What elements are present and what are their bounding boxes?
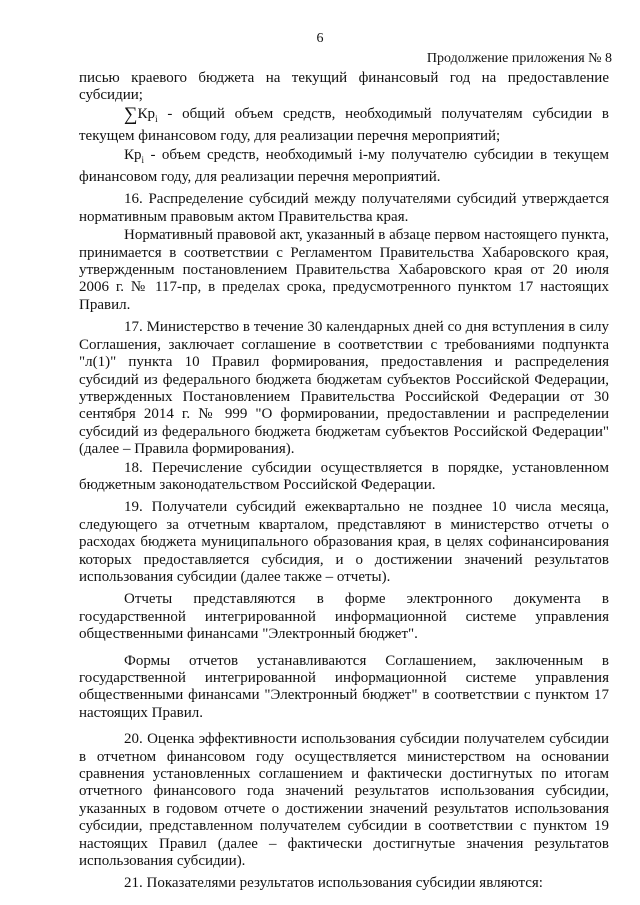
paragraph-17-agreement: 17. Министерство в течение 30 календарных дней со дня вступления в силу Соглашения, заключает соглашение в соответствии с требованиями подпункта "л(1)" пункта 10 Правил формирования, предоставления и распределения субсидий из федерального бюджета бюджетам субъектов Российской Федерации, утвержденных Постановлением Правительства Российской Федерации от 30 сентября 2014 г. № 999 "О формировании, предоставлении и распределении субсидий из федерального бюджета бюджетам субъектов Российской Федерации" (далее – Правила формирования). [79,319,609,458]
paragraph-16-normative-act: Нормативный правовой акт, указанный в абзаце первом настоящего пункта, принимается в соответствии с Регламентом Правительства Хабаровского края, утвержденным постановлением Правительства Хабаровского края от 20 июля 2006 г. № 117-пр, в пределах срока, предусмотренного пунктом 17 настоящих Правил. [79,227,609,313]
paragraph-18-transfer: 18. Перечисление субсидии осуществляется в порядке, установленном бюджетным законодательством Российской Федерации. [79,459,609,493]
page-number: 6 [316,31,324,46]
paragraph-16-distribution: 16. Распределение субсидий между получателями субсидий утверждается нормативным правовым актом Правительства края. [79,191,609,225]
kr-index: i [155,113,158,124]
paragraph-21-indicators: 21. Показателями результатов использования субсидии являются: [124,875,543,892]
kr-i-variable: Кр [124,146,142,163]
sum-symbol: ∑ [124,103,138,125]
sum-kr-definition-text: - общий объем средств, необходимый получателям субсидии в текущем финансовом году, для реализации перечня мероприятий; [79,105,609,145]
document-body [79,70,609,898]
kr-variable: Кр [137,105,156,122]
appendix-continuation-note: Продолжение приложения № 8 [426,51,612,66]
paragraph-19-report-forms: Формы отчетов устанавливаются Соглашением, заключенным в государственной интегрированной информационной системе управления общественными финансами "Электронный бюджет" в соответствии с пунктом 17 настоящих Правил. [79,652,609,721]
paragraph-19-reports: 19. Получатели субсидий ежеквартально не позднее 10 числа месяца, следующего за отчетным кварталом, представляют в министерство отчеты о расходах бюджета муниципального образования края, в целях софинансирования которых предоставляется субсидия, и о достижении значений результатов использования субсидии (далее также – отчеты). [79,499,609,585]
kr-i-definition-text: - объем средств, необходимый i-му получателю субсидии в текущем финансовом году, для реализации перечня мероприятий. [79,146,609,186]
paragraph-budget-continuation: писью краевого бюджета на текущий финансовый год на предоставление субсидии; [79,70,609,104]
paragraph-19-electronic-form: Отчеты представляются в форме электронного документа в государственной интегрированной информационной системе управления общественными финансами "Электронный бюджет". [79,591,609,643]
kr-i-index: i [141,154,145,165]
paragraph-sum-kr-definition [79,103,609,146]
paragraph-20-efficiency: 20. Оценка эффективности использования субсидии получателем субсидии в отчетном финансовом году осуществляется министерством на основании сравнения установленных соглашением и фактически достигнутых по итогам отчетного финансового года значений результатов использования субсидии, указанных в годовом отчете о достижении значений результатов использования субсидии, представленном получателем субсидии в соответствии с пунктом 19 настоящих Правил (далее – фактически достигнутые значения результатов использования субсидии). [79,731,609,870]
paragraph-kr-i-definition [79,147,609,187]
